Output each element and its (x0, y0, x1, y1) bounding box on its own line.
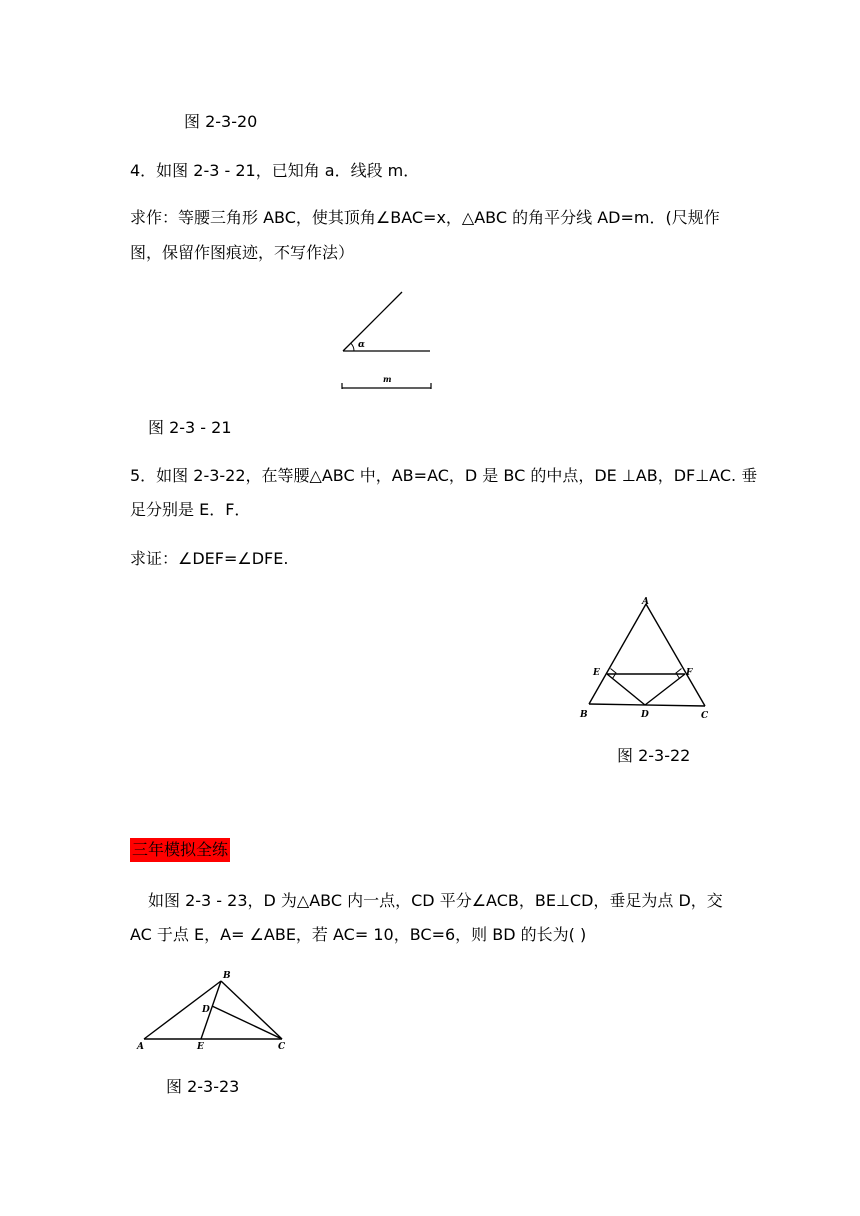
section-badge-mock-practice: 三年模拟全练 (130, 838, 230, 862)
vertex-b-label: B (580, 710, 588, 720)
problem-4-line-1: 4．如图 2-3 - 21，已知角 a．线段 m． (130, 161, 420, 180)
side-ab (589, 604, 646, 704)
figure-2-3-21 (335, 285, 445, 395)
angle-ray-upper (343, 292, 402, 351)
point-d-label: D (202, 1005, 210, 1015)
point-f-label: F (686, 668, 693, 678)
mock-problem-line-2: AC 于点 E，A= ∠ABE，若 AC= 10，BC=6，则 BD 的长为( ) (130, 925, 587, 944)
vertex-b-label: B (223, 971, 231, 981)
segment-cd (212, 1006, 282, 1039)
problem-5-line-2: 足分别是 E．F． (130, 500, 251, 519)
side-bc (221, 981, 282, 1039)
figure-2-3-20-caption: 图 2-3-20 (184, 112, 258, 131)
problem-4-line-2: 求作：等腰三角形 ABC，使其顶角∠BAC=x，△ABC 的角平分线 AD=m．(尺规作 (130, 208, 720, 227)
vertex-c-label: C (278, 1042, 286, 1052)
vertex-a-label: A (137, 1042, 144, 1052)
angle-alpha-label: α (358, 340, 365, 350)
figure-2-3-21-caption: 图 2-3 - 21 (148, 418, 232, 437)
problem-5-line-1: 5．如图 2-3-22，在等腰△ABC 中，AB=AC，D 是 BC 的中点，DE ⊥AB，DF⊥AC. 垂 (130, 466, 758, 485)
vertex-c-label: C (701, 711, 709, 721)
figure-2-3-22-caption: 图 2-3-22 (617, 746, 691, 765)
problem-5-line-3: 求证：∠DEF=∠DFE. (130, 549, 289, 568)
figure-2-3-23 (134, 968, 304, 1058)
segment-df (645, 674, 685, 705)
segment-m-label: m (383, 374, 392, 384)
point-d-label: D (641, 710, 649, 720)
angle-arc (351, 343, 354, 351)
mock-problem-line-1: 如图 2-3 - 23，D 为△ABC 内一点，CD 平分∠ACB，BE⊥CD，垂足为点 D，交 (148, 891, 723, 910)
vertex-a-label: A (642, 597, 649, 607)
figure-2-3-22 (578, 594, 718, 724)
problem-4-line-3: 图，保留作图痕迹，不写作法） (130, 243, 355, 262)
segment-de (607, 674, 645, 705)
figure-2-3-23-caption: 图 2-3-23 (166, 1077, 240, 1096)
side-ac (646, 604, 705, 706)
point-e-label: E (593, 668, 600, 678)
point-e-label: E (197, 1042, 204, 1052)
